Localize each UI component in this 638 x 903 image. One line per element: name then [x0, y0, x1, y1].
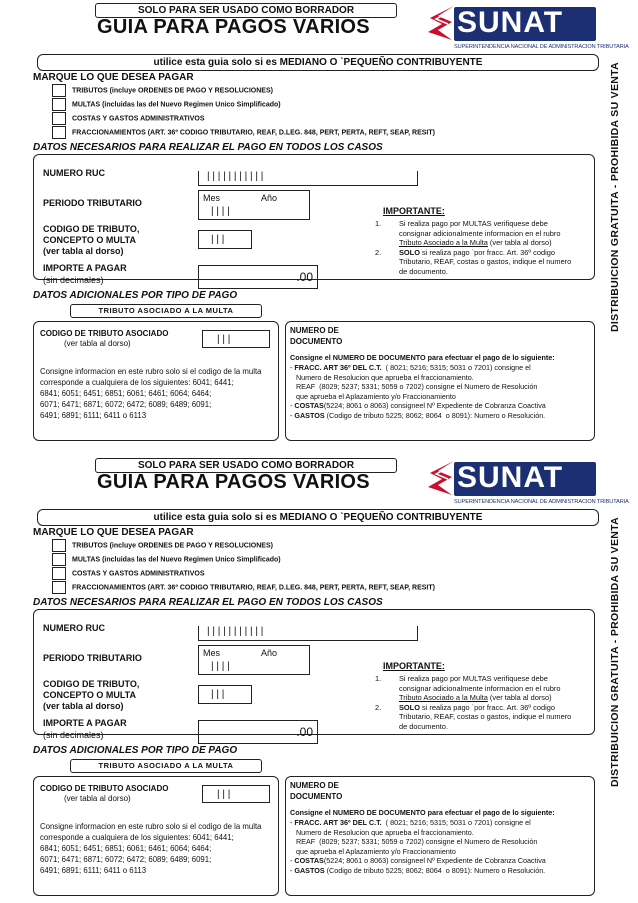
ruc-label: NUMERO RUC: [43, 168, 105, 178]
doc-label-2: DOCUMENTO: [290, 337, 343, 346]
doc-lines-line: Numero de Resolucion que aprueba el fraccionamiento.: [290, 372, 474, 382]
importe-label: IMPORTE A PAGAR: [43, 263, 127, 273]
checkbox[interactable]: [52, 553, 66, 566]
option-label: FRACCIONAMIENTOS (ART. 36º CODIGO TRIBUTARIO, REAF, D.LEG. 848, PERT, PERTA, REFT, SEAP, RESIT): [72, 584, 435, 592]
anio-label: Año: [261, 193, 278, 203]
option-label: COSTAS Y GASTOS ADMINISTRATIVOS: [72, 570, 205, 578]
codigo-field[interactable]: [198, 685, 252, 704]
doc-lines: [290, 363, 546, 421]
checkbox[interactable]: [52, 581, 66, 594]
option-multas[interactable]: [52, 553, 281, 566]
ruc-label: NUMERO RUC: [43, 623, 105, 633]
sunat-emblem-icon: [424, 459, 456, 499]
codigo-label-2: CONCEPTO O MULTA: [43, 235, 136, 245]
document-box: [285, 776, 595, 896]
important-title: IMPORTANTE:: [383, 661, 445, 671]
checkbox[interactable]: [52, 567, 66, 580]
importe-label: IMPORTE A PAGAR: [43, 718, 127, 728]
important-note: [375, 206, 590, 278]
vertical-notice: DISTRIBUICION GRATUITA - PROHIBIDA SU VENTA: [609, 517, 621, 787]
importe-value: .00: [296, 725, 313, 739]
form-title: GUIA PARA PAGOS VARIOS: [97, 471, 370, 493]
doc-intro: Consigne el NUMERO DE DOCUMENTO para efectuar el pago de lo siguiente:: [290, 808, 555, 817]
doc-lines-line: REAF (8029; 5237; 5331; 5059 o 7202) consigne el Numero de Resolución: [290, 382, 538, 392]
assoc-bar: TRIBUTO ASOCIADO A LA MULTA: [70, 759, 262, 773]
assoc-label: CODIGO DE TRIBUTO ASOCIADO: [40, 329, 169, 338]
assoc-field[interactable]: [202, 330, 270, 348]
assoc-text-line: 6841; 6051; 6451; 6851; 6061; 6461; 6064; 6464;: [40, 389, 212, 398]
checkbox[interactable]: [52, 112, 66, 125]
option-fraccionamientos[interactable]: [52, 126, 435, 139]
assoc-box: [33, 776, 279, 896]
periodo-label: PERIODO TRIBUTARIO: [43, 198, 142, 208]
doc-lines: [290, 818, 546, 876]
option-label: TRIBUTOS (incluye ORDENES DE PAGO Y RESOLUCIONES): [72, 542, 273, 550]
periodo-field[interactable]: [198, 190, 310, 220]
checkbox[interactable]: [52, 539, 66, 552]
assoc-text-line: 6841; 6051; 6451; 6851; 6061; 6461; 6064; 6464;: [40, 844, 212, 853]
doc-lines-line: - GASTOS (Codigo de tributo 5225; 8062; 8064 o 8091): Numero o Resolución.: [290, 410, 546, 420]
doc-lines-line: que aprueba el Aplazamiento y/o Fraccionamiento: [290, 391, 456, 401]
contributor-note: utilice esta guia solo si es MEDIANO O `PEQUEÑO CONTRIBUYENTE: [37, 509, 599, 526]
assoc-field[interactable]: [202, 785, 270, 803]
importe-value: .00: [296, 270, 313, 284]
draft-banner: SOLO PARA SER USADO COMO BORRADOR: [95, 3, 397, 18]
option-label: TRIBUTOS (incluye ORDENES DE PAGO Y RESOLUCIONES): [72, 87, 273, 95]
codigo-label-3: (ver tabla al dorso): [43, 701, 124, 711]
checkbox[interactable]: [52, 126, 66, 139]
periodo-field[interactable]: [198, 645, 310, 675]
contributor-note: utilice esta guia solo si es MEDIANO O `PEQUEÑO CONTRIBUYENTE: [37, 54, 599, 71]
assoc-text-line: Consigne informacion en este rubro solo si el codigo de la multa: [40, 822, 262, 831]
assoc-sub: (ver tabla al dorso): [64, 794, 131, 803]
checkbox[interactable]: [52, 98, 66, 111]
section-additional-heading: DATOS ADICIONALES POR TIPO DE PAGO: [33, 745, 238, 756]
assoc-label: CODIGO DE TRIBUTO ASOCIADO: [40, 784, 169, 793]
codigo-label-3: (ver tabla al dorso): [43, 246, 124, 256]
option-costas[interactable]: [52, 567, 205, 580]
option-label: MULTAS (incluidas las del Nuevo Regimen Unico Simplificado): [72, 556, 281, 564]
section-general-heading: DATOS NECESARIOS PARA REALIZAR EL PAGO EN TODOS LOS CASOS: [33, 142, 383, 153]
ruc-field[interactable]: [198, 171, 418, 186]
codigo-label-2: CONCEPTO O MULTA: [43, 690, 136, 700]
logo-subtitle: SUPERINTENDENCIA NACIONAL DE ADMINISTRACION TRIBUTARIA: [454, 499, 629, 505]
codigo-label-1: CODIGO DE TRIBUTO,: [43, 224, 140, 234]
mark-heading: MARQUE LO QUE DESEA PAGAR: [33, 72, 194, 83]
checkbox[interactable]: [52, 84, 66, 97]
importe-sub: (sin decimales): [43, 730, 104, 740]
important-title: IMPORTANTE:: [383, 206, 445, 216]
doc-lines-line: Numero de Resolucion que aprueba el fraccionamiento.: [290, 827, 474, 837]
doc-lines-line: - FRACC. ART 36º DEL C.T. ( 8021; 5216; 5315; 5031 o 7201) consigne el: [290, 818, 531, 827]
codigo-ticks: | | |: [211, 689, 225, 700]
important-item-2: 2. SOLO si realiza pago `por fracc. Art. 36º codigo Tributario, REAF, costas o gastos, indique el numero de documento.: [375, 702, 572, 731]
assoc-sub: (ver tabla al dorso): [64, 339, 131, 348]
section-additional-heading: DATOS ADICIONALES POR TIPO DE PAGO: [33, 290, 238, 301]
assoc-box: [33, 321, 279, 441]
assoc-text-line: 6491; 6891; 6111; 6411 o 6113: [40, 411, 147, 420]
document-box: [285, 321, 595, 441]
assoc-text-line: 6071; 6471; 6871; 6072; 6472; 6089; 6489; 6091;: [40, 400, 212, 409]
doc-label-2: DOCUMENTO: [290, 792, 343, 801]
option-label: MULTAS (incluidas las del Nuevo Regimen Unico Simplificado): [72, 101, 281, 109]
assoc-text-line: corresponde a cualquiera de los siguientes: 6041; 6441;: [40, 378, 234, 387]
doc-intro: Consigne el NUMERO DE DOCUMENTO para efectuar el pago de lo siguiente:: [290, 353, 555, 362]
doc-label-1: NUMERO DE: [290, 326, 339, 335]
doc-lines-line: - GASTOS (Codigo de tributo 5225; 8062; 8064 o 8091): Numero o Resolución.: [290, 865, 546, 875]
doc-lines-line: que aprueba el Aplazamiento y/o Fraccionamiento: [290, 846, 456, 856]
important-item-2: 2. SOLO si realiza pago `por fracc. Art. 36º codigo Tributario, REAF, costas o gastos, indique el numero de documento.: [375, 247, 572, 276]
mes-label: Mes: [203, 648, 221, 658]
codigo-field[interactable]: [198, 230, 252, 249]
payment-form: [0, 0, 638, 445]
assoc-text-line: 6491; 6891; 6111; 6411 o 6113: [40, 866, 147, 875]
sunat-emblem-icon: [424, 4, 456, 44]
important-item-1: 1. Si realiza pago por MULTAS verifiquese debe consignar adicionalmente informacion en el rubro Tributo Asociado a la Multa (ver tabla al dorso): [375, 219, 561, 247]
logo-subtitle: SUPERINTENDENCIA NACIONAL DE ADMINISTRACION TRIBUTARIA: [454, 44, 629, 50]
section-general-heading: DATOS NECESARIOS PARA REALIZAR EL PAGO EN TODOS LOS CASOS: [33, 597, 383, 608]
importe-sub: (sin decimales): [43, 275, 104, 285]
importe-field[interactable]: [198, 265, 318, 289]
periodo-ticks: | | | |: [211, 206, 230, 217]
option-multas[interactable]: [52, 98, 281, 111]
periodo-ticks: | | | |: [211, 661, 230, 672]
assoc-ticks: | | |: [217, 334, 231, 345]
form-title: GUIA PARA PAGOS VARIOS: [97, 16, 370, 38]
logo-brand: SUNAT: [457, 461, 564, 494]
doc-lines-line: - COSTAS(5224; 8061 o 8063) consigneel Nº Expediente de Cobranza Coactiva: [290, 856, 546, 866]
option-costas[interactable]: [52, 112, 205, 125]
sunat-logo: [424, 4, 629, 54]
assoc-text-line: corresponde a cualquiera de los siguientes: 6041; 6441;: [40, 833, 234, 842]
option-tributos[interactable]: [52, 84, 273, 97]
anio-label: Año: [261, 648, 278, 658]
periodo-label: PERIODO TRIBUTARIO: [43, 653, 142, 663]
ruc-ticks: | | | | | | | | | | |: [207, 626, 264, 637]
doc-lines-line: - COSTAS(5224; 8061 o 8063) consigneel Nº Expediente de Cobranza Coactiva: [290, 401, 546, 411]
sunat-logo: [424, 459, 629, 509]
mark-heading: MARQUE LO QUE DESEA PAGAR: [33, 527, 194, 538]
draft-banner: SOLO PARA SER USADO COMO BORRADOR: [95, 458, 397, 473]
ruc-field[interactable]: [198, 626, 418, 641]
ruc-ticks: | | | | | | | | | | |: [207, 171, 264, 182]
vertical-notice: DISTRIBUICION GRATUITA - PROHIBIDA SU VENTA: [609, 62, 621, 332]
importe-field[interactable]: [198, 720, 318, 744]
assoc-text-line: Consigne informacion en este rubro solo si el codigo de la multa: [40, 367, 262, 376]
assoc-ticks: | | |: [217, 789, 231, 800]
assoc-text: [40, 366, 276, 421]
assoc-text-line: 6071; 6471; 6871; 6072; 6472; 6089; 6489; 6091;: [40, 855, 212, 864]
option-tributos[interactable]: [52, 539, 273, 552]
option-fraccionamientos[interactable]: [52, 581, 435, 594]
codigo-label-1: CODIGO DE TRIBUTO,: [43, 679, 140, 689]
codigo-ticks: | | |: [211, 234, 225, 245]
important-note: [375, 661, 590, 733]
doc-lines-line: - FRACC. ART 36º DEL C.T. ( 8021; 5216; 5315; 5031 o 7201) consigne el: [290, 363, 531, 372]
payment-form: [0, 455, 638, 900]
logo-brand: SUNAT: [457, 6, 564, 39]
assoc-text: [40, 821, 276, 876]
mes-label: Mes: [203, 193, 221, 203]
doc-lines-line: REAF (8029; 5237; 5331; 5059 o 7202) consigne el Numero de Resolución: [290, 837, 538, 847]
option-label: COSTAS Y GASTOS ADMINISTRATIVOS: [72, 115, 205, 123]
doc-label-1: NUMERO DE: [290, 781, 339, 790]
important-item-1: 1. Si realiza pago por MULTAS verifiquese debe consignar adicionalmente informacion en el rubro Tributo Asociado a la Multa (ver tabla al dorso): [375, 674, 561, 702]
assoc-bar: TRIBUTO ASOCIADO A LA MULTA: [70, 304, 262, 318]
option-label: FRACCIONAMIENTOS (ART. 36º CODIGO TRIBUTARIO, REAF, D.LEG. 848, PERT, PERTA, REFT, SEAP, RESIT): [72, 129, 435, 137]
